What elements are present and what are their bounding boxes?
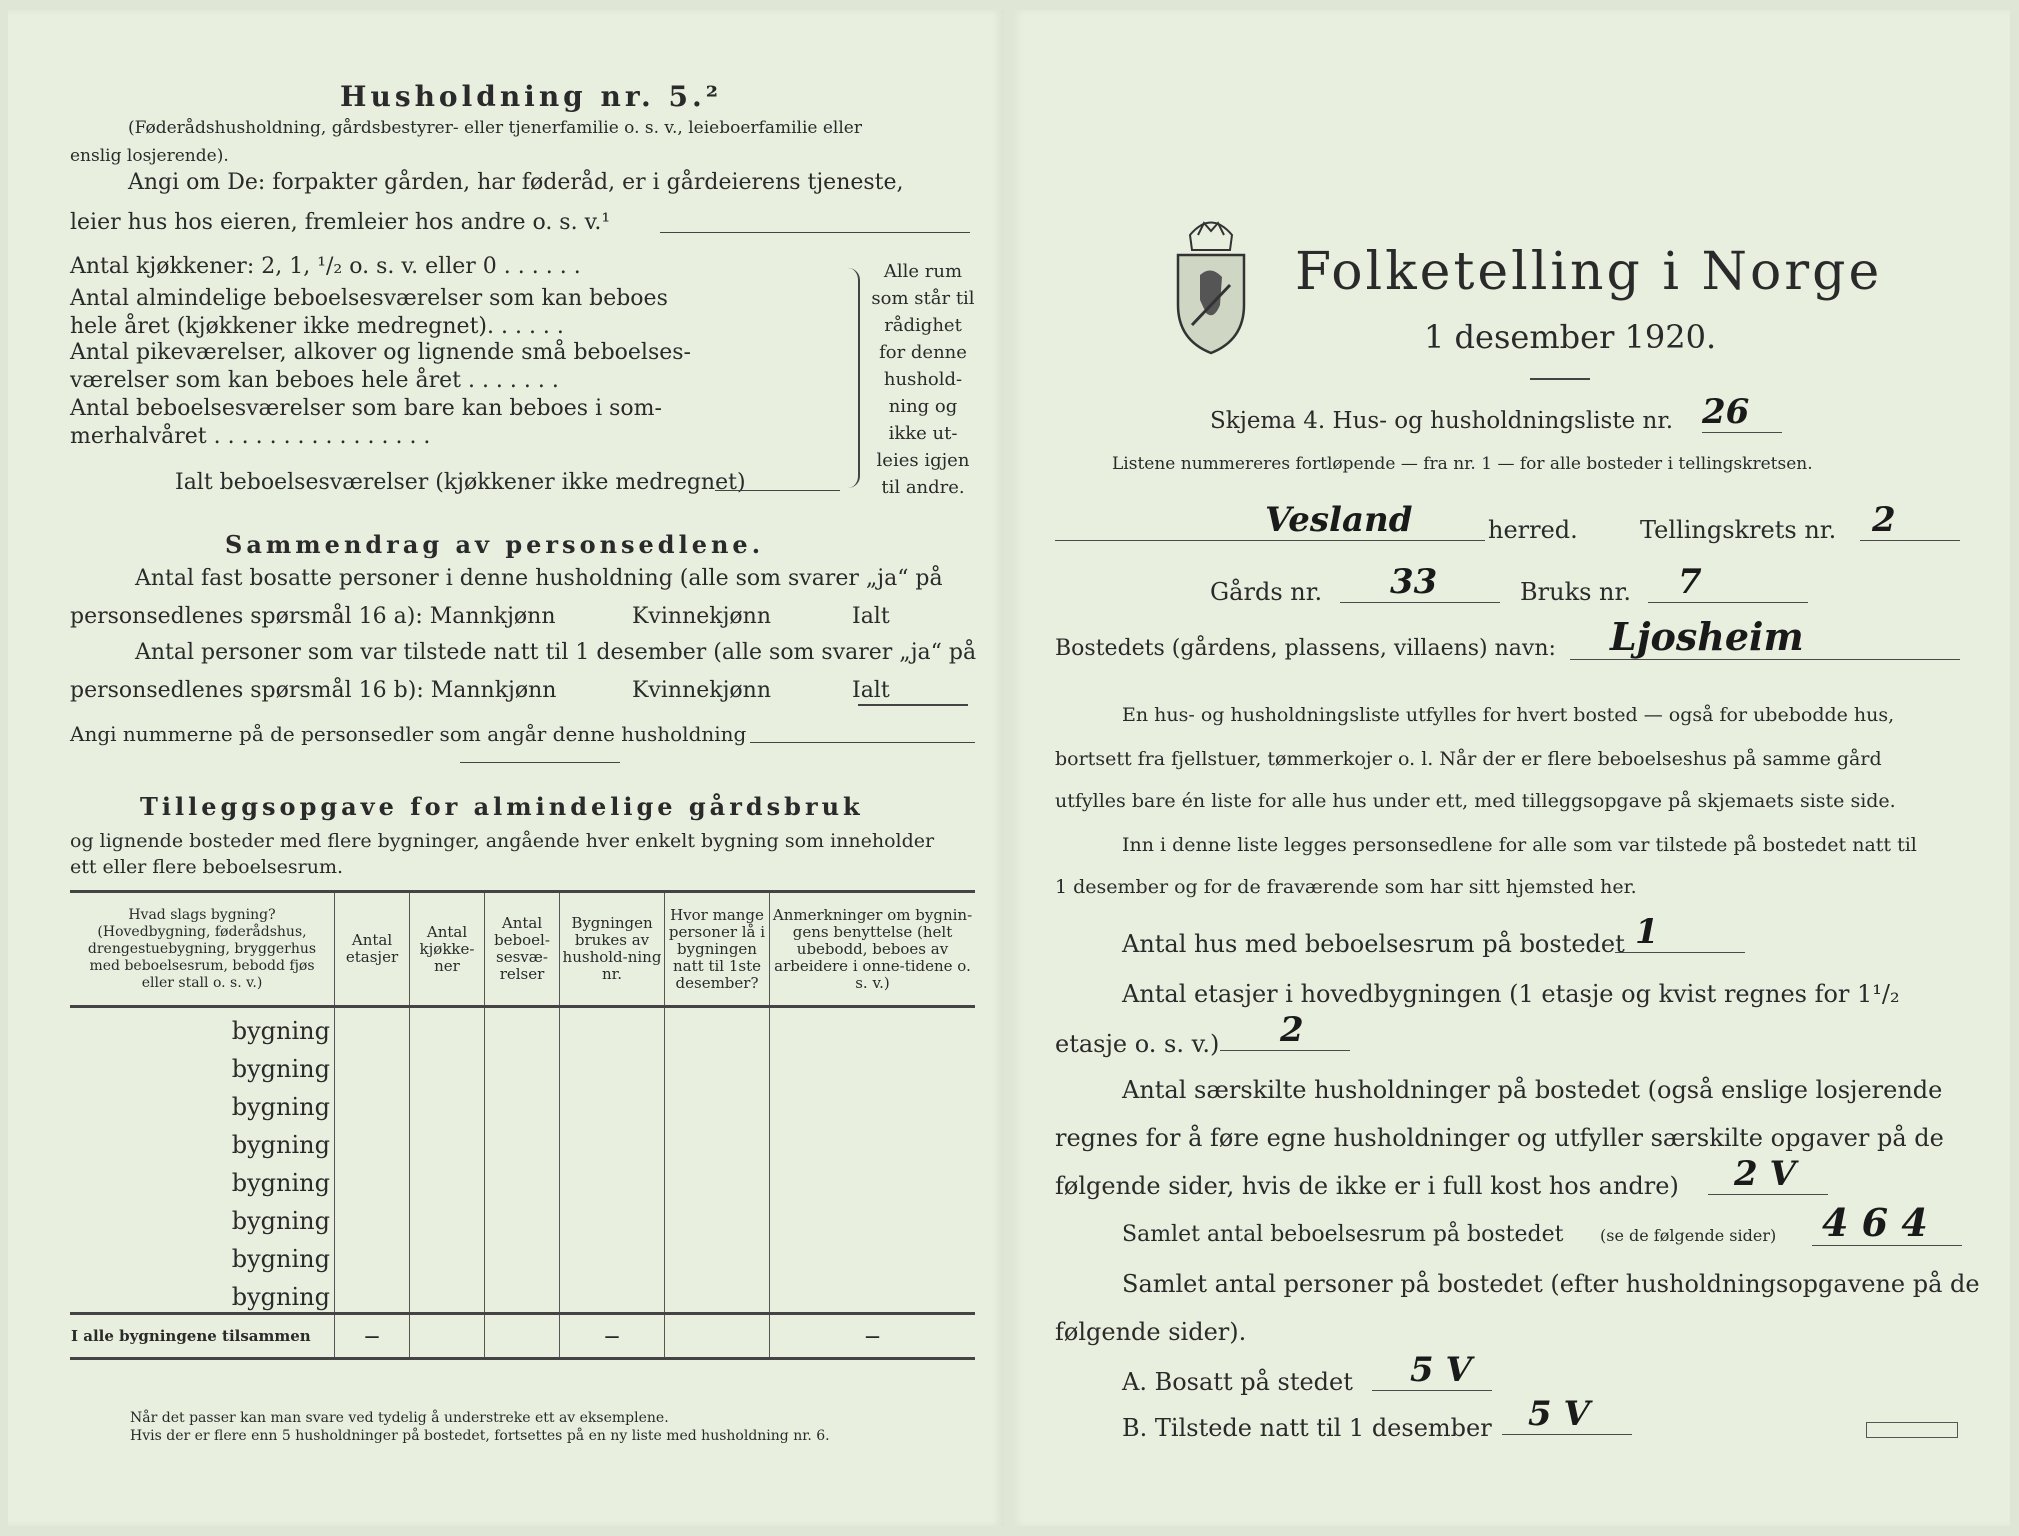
footnote-2: Hvis der er flere enn 5 husholdninger på bostedet, fortsettes på en ny liste med husholdning nr. 6. <box>130 1428 830 1444</box>
etasjer-line-2: etasje o. s. v.) <box>1055 1030 1220 1058</box>
para1-line-2: bortsett fra fjellstuer, tømmerkojer o. l. Når der er flere beboelseshus på samme gård <box>1055 748 1882 770</box>
tilstede-value[interactable]: 5 V <box>1502 1394 1632 1435</box>
etasjer-line-1: Antal etasjer i hovedbygningen (1 etasje og kvist regnes for 1¹/₂ <box>1122 980 1900 1008</box>
etasjer-value[interactable]: 2 <box>1220 1010 1350 1051</box>
table-header-row <box>70 892 975 1007</box>
total-label: I alle bygningene tilsammen <box>70 1314 335 1359</box>
header-building-type: Hvad slags bygning? (Hovedbygning, føderådshus, drengestuebygning, bryggerhus med beboelsesrum, bebodd fjøs eller stall o. s. v.) <box>70 892 335 1007</box>
header-beboelsesvaerelser: Antal beboel-sesvæ-relser <box>485 892 560 1007</box>
footnote-1: Når det passer kan man svare ved tydelig å understreke ett av eksemplene. <box>130 1410 669 1426</box>
header-personer: Hvor mange personer lå i bygningen natt til 1ste desember? <box>665 892 770 1007</box>
table-row: bygning <box>70 1084 975 1122</box>
tilstede-label: B. Tilstede natt til 1 desember <box>1122 1414 1492 1442</box>
summary-ialt-1: Ialt <box>852 604 890 629</box>
skjema-label: Skjema 4. Hus- og husholdningsliste nr. <box>1210 408 1674 434</box>
table-row: bygning <box>70 1236 975 1274</box>
main-title: Folketelling i Norge <box>1295 242 1883 302</box>
header-husholdning: Bygningen brukes av hushold-ning nr. <box>560 892 665 1007</box>
intro-line-1: (Føderådshusholdning, gårdsbestyrer- eller tjenerfamilie o. s. v., leieboerfamilie eller <box>128 118 862 138</box>
printer-stamp <box>1866 1422 1958 1438</box>
rooms-line-6: Antal beboelsesværelser som bare kan beboes i som- <box>70 396 662 421</box>
gards-label: Gårds nr. <box>1210 578 1323 606</box>
tellingskrets-nr[interactable]: 2 <box>1860 500 1960 541</box>
rooms-line-2: Antal almindelige beboelsesværelser som kan beboes <box>70 286 668 311</box>
summary-line-3: Antal personer som var tilstede natt til 1 desember (alle som svarer „ja“ på <box>135 640 977 665</box>
building-table <box>70 890 975 1360</box>
samlet-pers-line-1: Samlet antal personer på bostedet (efter husholdningsopgavene på de <box>1122 1270 1980 1298</box>
rooms-line-3: hele året (kjøkkener ikke medregnet). . . . . . <box>70 314 564 339</box>
ialt-rooms: Ialt beboelsesværelser (kjøkkener ikke medregnet) <box>175 470 746 495</box>
angi-line-2: leier hus hos eieren, fremleier hos andre o. s. v.¹ <box>70 210 611 235</box>
page-fold <box>1004 10 1012 1526</box>
angi-line-1: Angi om De: forpakter gården, har føderåd, er i gårdeierens tjeneste, <box>128 170 904 195</box>
extra-heading: Tilleggsopgave for almindelige gårdsbruk <box>140 792 864 821</box>
extra-text-1: og lignende bosteder med flere bygninger, angående hver enkelt bygning som inneholder <box>70 830 935 852</box>
ialt-answer-line <box>715 490 840 491</box>
coat-of-arms-icon <box>1170 205 1252 359</box>
gards-nr[interactable]: 33 <box>1340 562 1500 603</box>
table-row: bygning <box>70 1007 975 1047</box>
summary-heading: Sammendrag av personsedlene. <box>225 530 765 559</box>
summary-line-2: personsedlenes spørsmål 16 a): Mannkjønn <box>70 604 556 629</box>
hushold-line-1: Antal særskilte husholdninger på bostedet (også enslige losjerende <box>1122 1076 1943 1104</box>
hushold-line-2: regnes for å føre egne husholdninger og utfyller særskilte opgaver på de <box>1055 1124 1944 1152</box>
samlet-rum-value[interactable]: 4 6 4 <box>1812 1200 1962 1246</box>
antal-hus-value[interactable]: 1 <box>1615 912 1745 953</box>
intro-line-2: enslig losjerende). <box>70 146 229 166</box>
ialt-underline <box>858 704 968 706</box>
brace <box>848 268 860 488</box>
table-row: bygning <box>70 1274 975 1314</box>
divider <box>460 762 620 763</box>
bosatt-label: A. Bosatt på stedet <box>1122 1368 1353 1396</box>
header-anmerkninger: Anmerkninger om bygnin-gens benyttelse (helt ubebodd, beboes av arbeidere i onne-tidene o. s. v.) <box>770 892 976 1007</box>
angi-answer-line <box>660 232 970 233</box>
para1-line-3: utfylles bare én liste for alle hus under ett, med tilleggsopgave på skjemaets siste side. <box>1055 790 1896 812</box>
tellingskrets-label: Tellingskrets nr. <box>1640 516 1837 544</box>
skjema-nr[interactable]: 26 <box>1702 392 1782 433</box>
nummer-line <box>750 742 975 743</box>
summary-ialt-2: Ialt <box>852 678 890 703</box>
listene-note: Listene nummereres fortløpende — fra nr. 1 — for alle bosteder i tellingskretsen. <box>1112 454 1813 474</box>
herred-label: herred. <box>1488 516 1578 544</box>
antal-hus-label: Antal hus med beboelsesrum på bostedet <box>1122 930 1625 958</box>
para2-line-1: Inn i denne liste legges personsedlene for alle som var tilstede på bostedet natt til <box>1122 834 1917 856</box>
samlet-pers-line-2: følgende sider). <box>1055 1318 1247 1346</box>
para1-line-1: En hus- og husholdningsliste utfylles for hvert bosted — også for ubebodde hus, <box>1122 704 1895 726</box>
summary-line-1: Antal fast bosatte personer i denne husholdning (alle som svarer „ja“ på <box>135 566 943 591</box>
bosted-label: Bostedets (gårdens, plassens, villaens) navn: <box>1055 636 1556 661</box>
household-heading: Husholdning nr. 5.² <box>340 80 723 113</box>
herred-name[interactable]: Vesland <box>1055 500 1485 541</box>
hushold-line-3: følgende sider, hvis de ikke er i full kost hos andre) <box>1055 1172 1679 1200</box>
table-row: bygning <box>70 1122 975 1160</box>
extra-text-2: ett eller flere beboelsesrum. <box>70 856 344 878</box>
summary-kvinne-2: Kvinnekjønn <box>632 678 771 703</box>
title-divider <box>1530 378 1590 380</box>
header-etasjer: Antal etasjer <box>335 892 410 1007</box>
bruks-label: Bruks nr. <box>1520 578 1631 606</box>
bosatt-value[interactable]: 5 V <box>1372 1350 1492 1391</box>
summary-line-5: Angi nummerne på de personsedler som angår denne husholdning <box>70 722 747 746</box>
rooms-line-7: merhalvåret . . . . . . . . . . . . . . . . <box>70 424 431 449</box>
samlet-rum-note: (se de følgende sider) <box>1600 1226 1777 1245</box>
table-total-row: I alle bygningene tilsammen — — — <box>70 1314 975 1359</box>
bruks-nr[interactable]: 7 <box>1648 562 1808 603</box>
table-row: bygning <box>70 1160 975 1198</box>
bosted-name[interactable]: Ljosheim <box>1570 614 1960 660</box>
census-date: 1 desember 1920. <box>1424 318 1717 356</box>
summary-kvinne-1: Kvinnekjønn <box>632 604 771 629</box>
table-row: bygning <box>70 1198 975 1236</box>
summary-line-4: personsedlenes spørsmål 16 b): Mannkjønn <box>70 678 557 703</box>
rooms-line-4: Antal pikeværelser, alkover og lignende små beboelses- <box>70 340 691 365</box>
table-row: bygning <box>70 1046 975 1084</box>
side-note: Alle rum som står til rådighet for denne hushold- ning og ikke ut- leies igjen til andre. <box>871 261 975 498</box>
samlet-rum-label: Samlet antal beboelsesrum på bostedet <box>1122 1222 1564 1247</box>
rooms-line-1: Antal kjøkkener: 2, 1, ¹/₂ o. s. v. eller 0 . . . . . . <box>70 254 581 279</box>
para2-line-2: 1 desember og for de fraværende som har sitt hjemsted her. <box>1055 876 1637 898</box>
rooms-line-5: værelser som kan beboes hele året . . . . . . . <box>70 368 559 393</box>
header-kjokkener: Antal kjøkke-ner <box>410 892 485 1007</box>
hushold-value[interactable]: 2 V <box>1708 1154 1828 1195</box>
